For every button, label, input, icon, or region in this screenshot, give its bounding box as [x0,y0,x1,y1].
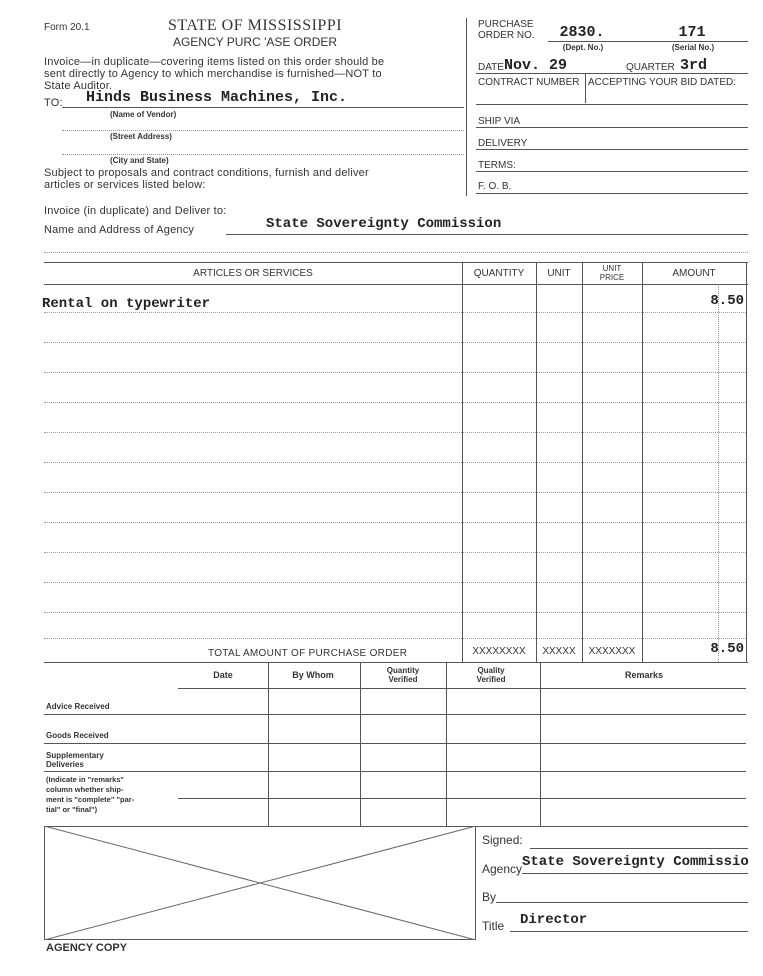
advice-received-label: Advice Received [46,702,110,711]
bid-date-label: ACCEPTING YOUR BID DATED: [588,77,736,88]
supplementary-deliveries-label: Supplementary Deliveries [46,751,104,769]
vendor-name-label: (Name of Vendor) [110,110,177,119]
date-value: Nov. 29 [504,57,568,74]
agency-sig-value: State Sovereignty Commissio [522,854,749,870]
receipt-col-quality-verified: Quality Verified [476,666,506,684]
agency-sig-label: Agency [482,862,523,876]
signed-label: Signed: [482,833,523,847]
receipt-col-remarks: Remarks [624,670,664,680]
po-label: PURCHASE ORDER NO. [478,19,535,41]
fob-label: F. O. B. [478,181,512,192]
receipt-col-date: Date [213,670,233,680]
contract-number-label: CONTRACT NUMBER [478,77,580,88]
total-unit-mask: XXXXX [542,646,576,657]
total-qty-mask: XXXXXXXX [472,646,526,657]
remarks-instructions: (Indicate in "remarks" column whether ship- ment is "complete" "par- tial" or "final") [46,775,135,814]
item-amount: 8.50 [710,293,744,309]
total-label: TOTAL AMOUNT OF PURCHASE ORDER [208,648,408,659]
item-description: Rental on typewriter [42,296,211,312]
serial-no-label: (Serial No.) [671,43,715,52]
subject-text: Subject to proposals and contract conditions, furnish and deliver articles or services listed below: [44,167,369,191]
receipt-col-by-whom: By Whom [292,670,334,680]
voided-box [44,826,476,940]
col-unit: UNIT [547,268,571,279]
to-label: TO: [44,97,63,109]
col-unit-price: UNIT PRICE [599,264,625,282]
total-price-mask: XXXXXXX [588,646,636,657]
form-subtitle: AGENCY PURC 'ASE ORDER [172,35,338,49]
street-address-label: (Street Address) [110,132,172,141]
form-number: Form 20.1 [44,22,90,33]
agency-name-label: Name and Address of Agency [44,224,195,236]
delivery-label: DELIVERY [478,138,528,149]
goods-received-label: Goods Received [46,731,109,740]
deliver-to-label: Invoice (in duplicate) and Deliver to: [44,205,227,217]
by-label: By [482,890,497,904]
col-amount: AMOUNT [672,268,716,279]
date-label: DATE [478,62,504,73]
col-articles: ARTICLES OR SERVICES [193,268,313,279]
dept-number: 2830. [559,24,605,41]
col-quantity: QUANTITY [473,268,525,279]
agency-name: State Sovereignty Commission [266,216,502,232]
quarter-value: 3rd [680,57,708,74]
dept-no-label: (Dept. No.) [562,43,604,52]
invoice-notice: Invoice—in duplicate—covering items listed on this order should be sent directly to Agency to which merchandise is furnished—NOT to State Auditor. [44,56,385,92]
city-state-label: (City and State) [110,156,169,165]
agency-copy-label: AGENCY COPY [46,942,128,954]
title-value: Director [520,912,588,928]
title-label: Title [482,919,505,933]
quarter-label: QUARTER [626,62,675,73]
ship-via-label: SHIP VIA [478,116,521,127]
terms-label: TERMS: [478,160,516,171]
total-amount: 8.50 [710,641,744,657]
vendor-name: Hinds Business Machines, Inc. [86,89,348,106]
serial-number: 171 [678,24,706,41]
form-title: STATE OF MISSISSIPPI [167,17,343,34]
receipt-col-qty-verified: Quantity Verified [386,666,420,684]
